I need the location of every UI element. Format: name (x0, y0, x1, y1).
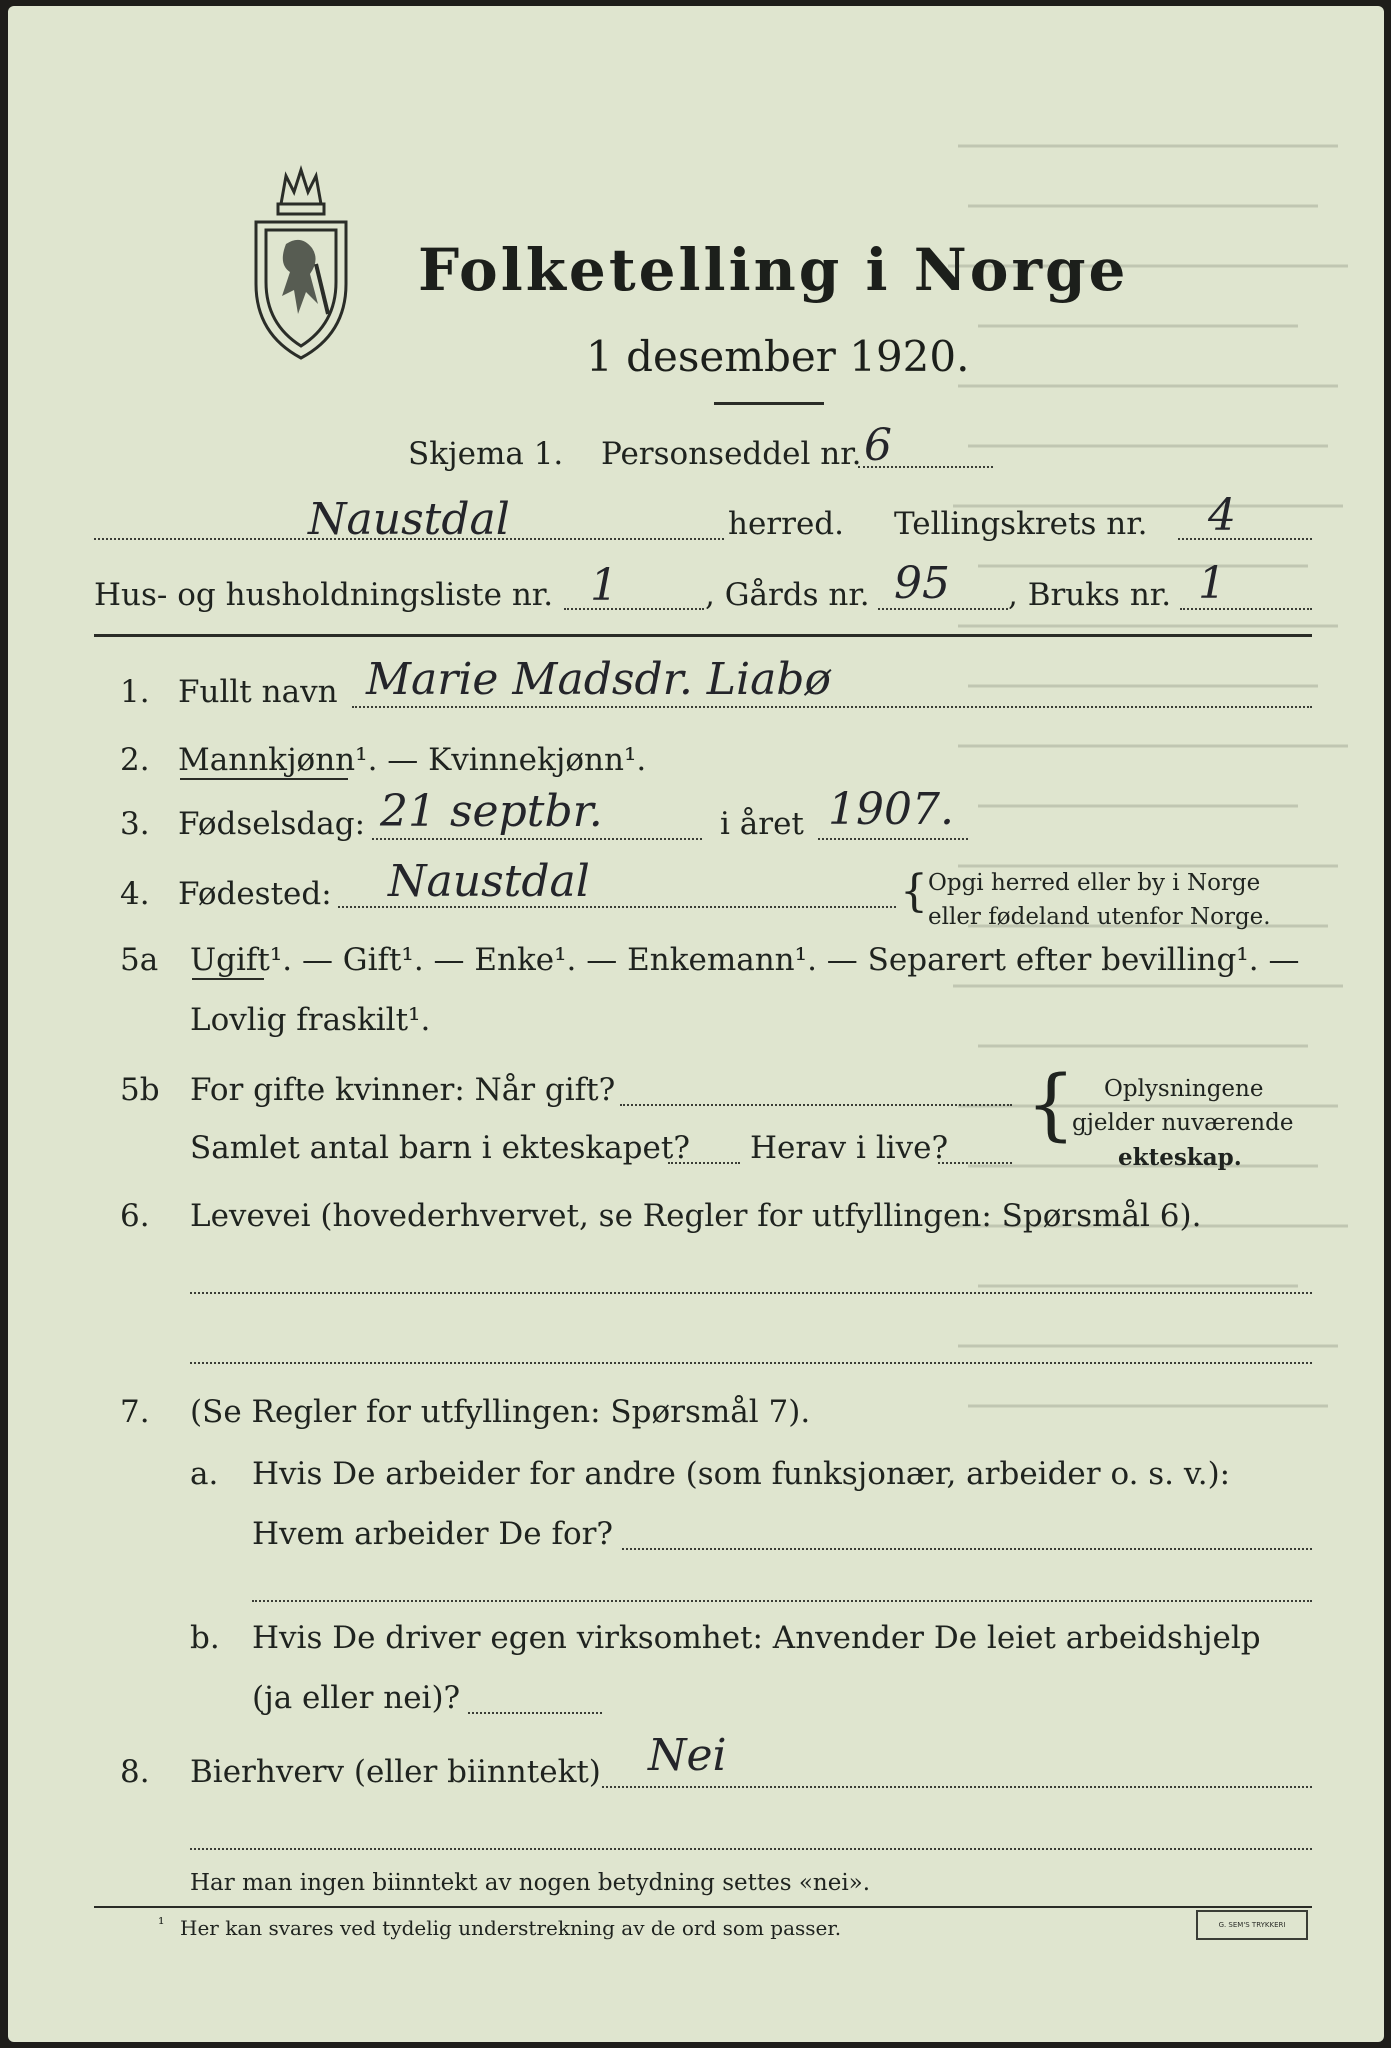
personseddel-line (858, 466, 993, 468)
q3-line (372, 838, 702, 840)
q5b-number: 5b (120, 1072, 160, 1108)
q7b-line-2: (ja eller nei)? (252, 1680, 461, 1716)
title-rule (714, 402, 824, 405)
footnote-mark: ¹ (158, 1914, 165, 1933)
q5b-note-2: gjelder nuværende (1072, 1110, 1294, 1136)
q2-number: 2. (120, 742, 150, 778)
q7b-number: b. (190, 1620, 220, 1656)
herred-label: herred. (728, 506, 844, 542)
q5b-line-1: For gifte kvinner: Når gift? (190, 1072, 616, 1108)
gards-value[interactable]: 95 (894, 558, 950, 609)
bruks-line (1180, 608, 1312, 610)
bruks-label: , Bruks nr. (1008, 577, 1172, 613)
personseddel-label: Personseddel nr. (601, 436, 862, 472)
form-title: Folketelling i Norge (418, 236, 1129, 304)
q5a-text-2: Lovlig fraskilt¹. (190, 1002, 431, 1038)
q7-text: (Se Regler for utfyllingen: Spørsmål 7). (190, 1394, 811, 1430)
q8-line-2 (190, 1848, 1312, 1850)
q8-line (602, 1786, 1312, 1788)
q5b-alive-label: Herav i live? (750, 1130, 949, 1166)
q5a-number: 5a (120, 942, 159, 978)
q5a-underline-ugift (192, 978, 264, 980)
bleed-through-texture (938, 126, 1358, 1526)
footnote-text: Her kan svares ved tydelig understrekning av de ord som passer. (180, 1916, 842, 1940)
q2-text: Mannkjønn¹. — Kvinnekjønn¹. (178, 742, 647, 778)
herred-line (94, 538, 724, 540)
q6-line-1 (190, 1292, 1312, 1294)
q5b-alive-line (938, 1162, 1012, 1164)
tellingskrets-value[interactable]: 4 (1208, 490, 1236, 541)
q3-year-label: i året (720, 806, 804, 842)
q5b-married-line (620, 1104, 1012, 1106)
footer-rule (94, 1906, 1312, 1908)
q1-value[interactable]: Marie Madsdr. Liabø (366, 654, 831, 705)
q7b-line-1: Hvis De driver egen virksomhet: Anvender De leiet arbeidshjelp (252, 1620, 1261, 1656)
q3-year-line (818, 838, 968, 840)
header-rule (94, 634, 1312, 637)
q7-number: 7. (120, 1394, 150, 1430)
footer-note: Har man ingen biinntekt av nogen betydning settes «nei». (190, 1870, 871, 1896)
q6-number: 6. (120, 1198, 150, 1234)
personseddel-value[interactable]: 6 (864, 420, 892, 471)
tellingskrets-label: Tellingskrets nr. (894, 506, 1148, 542)
q7a-employer-line (622, 1548, 1312, 1550)
q6-line-2 (190, 1362, 1312, 1364)
q5b-line-2: Samlet antal barn i ekteskapet? (190, 1130, 690, 1166)
q4-note-1: Opgi herred eller by i Norge (928, 870, 1261, 896)
printer-stamp: G. SEM'S TRYKKERI (1196, 1910, 1308, 1940)
q4-label: Fødested: (178, 876, 332, 912)
q5b-brace: { (1026, 1060, 1076, 1150)
q1-label: Fullt navn (178, 674, 338, 710)
q4-brace: { (900, 866, 928, 917)
q5b-note-1: Oplysningene (1104, 1076, 1264, 1102)
q7a-number: a. (190, 1456, 219, 1492)
q1-line (352, 706, 1312, 708)
q7a-line-1: Hvis De arbeider for andre (som funksjonær, arbeider o. s. v.): (252, 1456, 1231, 1492)
norwegian-coat-of-arms-icon (246, 164, 356, 364)
q5b-note-3: ekteskap. (1118, 1144, 1242, 1171)
skjema-label: Skjema 1. (408, 436, 564, 472)
q6-text: Levevei (hovederhvervet, se Regler for utfyllingen: Spørsmål 6). (190, 1198, 1202, 1234)
q7b-answer-line (468, 1712, 602, 1714)
q1-number: 1. (120, 674, 150, 710)
bruks-value[interactable]: 1 (1198, 558, 1226, 609)
q4-value[interactable]: Naustdal (388, 856, 590, 907)
q8-label: Bierhverv (eller biinntekt) (190, 1754, 601, 1790)
form-subtitle: 1 desember 1920. (586, 332, 970, 381)
q3-number: 3. (120, 806, 150, 842)
q5b-children-line (668, 1162, 740, 1164)
husliste-label: Hus- og husholdningsliste nr. (94, 577, 554, 613)
husliste-line (564, 608, 704, 610)
q3-year-value[interactable]: 1907. (828, 784, 954, 835)
q4-note-2: eller fødeland utenfor Norge. (928, 904, 1271, 930)
tellingskrets-line (1178, 538, 1312, 540)
q7a-employer-line-2 (252, 1600, 1312, 1602)
herred-value[interactable]: Naustdal (308, 494, 510, 545)
q5a-text: Ugift¹. — Gift¹. — Enke¹. — Enkemann¹. — Separert efter bevilling¹. — (190, 942, 1300, 978)
husliste-value[interactable]: 1 (590, 560, 618, 611)
q3-label: Fødselsdag: (178, 806, 366, 842)
q4-number: 4. (120, 876, 150, 912)
q8-value[interactable]: Nei (648, 1730, 727, 1781)
q2-underline-mannkjonn (180, 778, 348, 780)
q7a-line-2: Hvem arbeider De for? (252, 1516, 614, 1552)
q3-value[interactable]: 21 septbr. (380, 786, 603, 837)
gards-line (878, 608, 1008, 610)
census-form-sheet (8, 6, 1384, 2042)
q4-line (338, 906, 896, 908)
gards-label: , Gårds nr. (705, 577, 870, 613)
q8-number: 8. (120, 1754, 150, 1790)
